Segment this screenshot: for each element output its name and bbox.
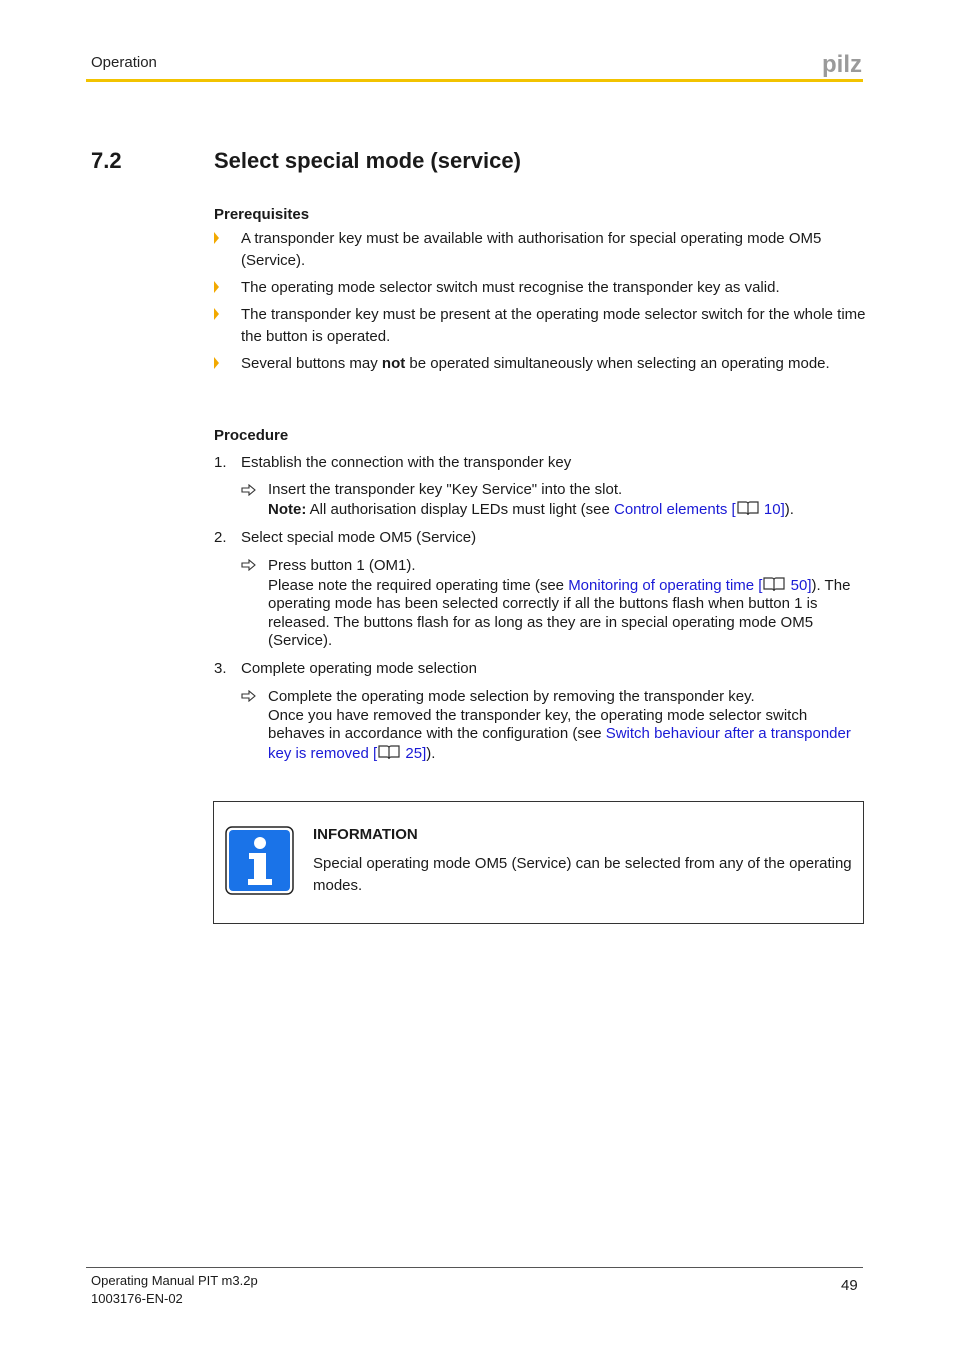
- bullet-arrow-icon: [214, 357, 219, 369]
- footer-manual-title: Operating Manual PIT m3.2p: [91, 1273, 258, 1288]
- step-number: 1.: [214, 454, 227, 471]
- step-result: Insert the transponder key "Key Service" into the slot. Note: All authorisation display LEDs must light (see Control elements [ 10]).: [268, 481, 794, 518]
- prerequisite-item: The transponder key must be present at the operating mode selector switch for the whole time the button is operated.: [241, 306, 866, 345]
- step-number: 3.: [214, 660, 227, 677]
- section-title: Select special mode (service): [214, 148, 521, 173]
- link-control-elements[interactable]: Control elements [ 10]: [613, 500, 785, 518]
- step-result: Press button 1 (OM1). Please note the required operating time (see Monitoring of operating time [ 50]). The operating mode has been selected correctly if all the buttons flash when button 1 is released. The buttons flash for as long as they are in special operating mode OM5 (Service).: [268, 557, 851, 649]
- header-rule: [86, 79, 863, 82]
- step-text: Complete operating mode selection: [241, 660, 477, 677]
- procedure-heading: Procedure: [214, 427, 289, 444]
- footer-document-id: 1003176-EN-02: [91, 1291, 183, 1306]
- prerequisite-item: A transponder key must be available with authorisation for special operating mode OM5 (Service).: [241, 230, 822, 269]
- bullet-arrow-icon: [214, 232, 219, 244]
- step-text: Select special mode OM5 (Service): [241, 529, 477, 546]
- step-text: Establish the connection with the transponder key: [241, 454, 572, 471]
- result-arrow-icon: [241, 690, 257, 702]
- information-heading: INFORMATION: [313, 826, 418, 843]
- prerequisite-item: The operating mode selector switch must recognise the transponder key as valid.: [241, 279, 780, 296]
- step-result: Complete the operating mode selection by removing the transponder key. Once you have removed the transponder key, the operating mode selector switch behaves in accordance with the configuration (see Switch behaviour after a transponder key is removed [ 25]).: [268, 688, 851, 762]
- bullet-arrow-icon: [214, 281, 219, 293]
- book-icon: [378, 744, 400, 760]
- book-icon: [763, 576, 785, 592]
- bullet-arrow-icon: [214, 308, 219, 320]
- information-body: Special operating mode OM5 (Service) can be selected from any of the operating modes.: [313, 855, 852, 894]
- page-number: 49: [841, 1277, 858, 1294]
- information-icon: [225, 826, 294, 895]
- book-icon: [737, 500, 759, 516]
- link-monitoring-operating-time[interactable]: Monitoring of operating time [ 50]: [568, 576, 812, 594]
- footer-rule: [86, 1267, 863, 1268]
- link-switch-behaviour[interactable]: Switch behaviour after a transponder key is removed [ 25]: [268, 725, 851, 762]
- header-section-label: Operation: [91, 54, 157, 71]
- logo-text: pilz: [822, 51, 862, 78]
- step-number: 2.: [214, 529, 227, 546]
- pilz-logo: [820, 50, 866, 78]
- prerequisite-item: Several buttons may not be operated simultaneously when selecting an operating mode.: [241, 355, 830, 372]
- result-arrow-icon: [241, 484, 257, 496]
- result-arrow-icon: [241, 559, 257, 571]
- prerequisites-heading: Prerequisites: [214, 206, 310, 223]
- section-number: 7.2: [91, 148, 122, 173]
